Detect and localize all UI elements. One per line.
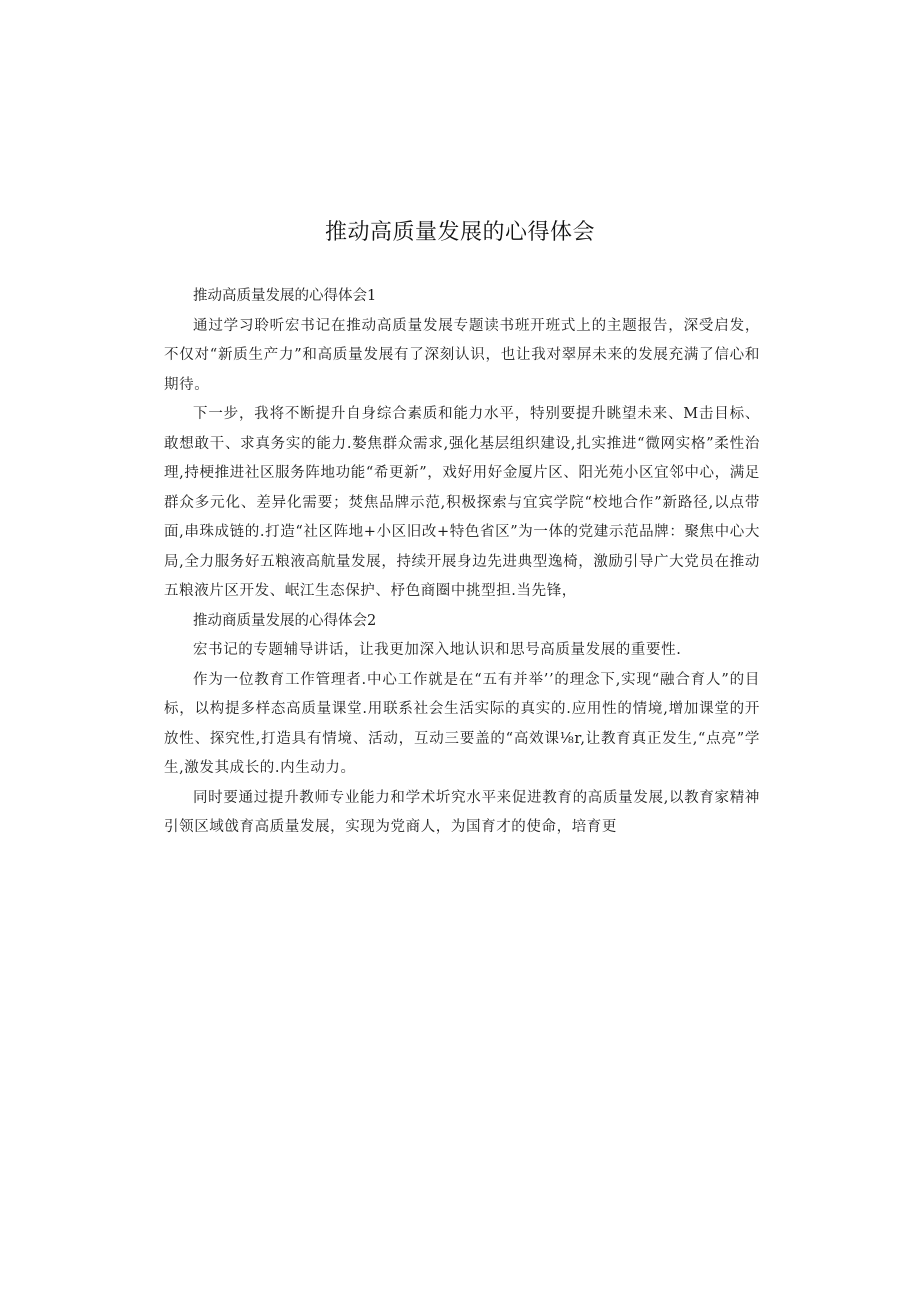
- document-title: 推动高质量发展的心得体会: [324, 220, 595, 245]
- section-1: [164, 282, 760, 607]
- section-heading: 推动商质量发展的心得体会2: [193, 612, 377, 629]
- paragraph: 宏书记的专题辅导讲话，让我更加深入地认识和思号高质量发展的重要性.: [193, 642, 682, 658]
- document-body: [164, 282, 760, 843]
- section-2: [164, 607, 760, 843]
- paragraph: 通过学习聆听宏书记在推动高质量发展专题读书班开班式上的主题报告，深受启发，不仅对“新质生产力”和高质量发展有了深刻认识，也让我对翠屏未来的发展充满了信心和期待。: [164, 317, 760, 393]
- paragraph: 同时要通过提升教师专业能力和学术圻究水平来促进教育的高质量发展,以教育家精神引领区域戗育高质量发展，实现为党商人，为国育才的使命，培育更: [164, 789, 760, 835]
- paragraph: 作为一位教育工作管理者.中心工作就是在“五有并举’’的理念下,实现“融合育人”的目标，以构提多样态高质量课堂.用联系社会生活实际的真实的.应用性的情境,增加课堂的开放性、探究性,打造具有情境、活动，互动三要盖的“高效课⅛r,让教育真正发生,“点亮”学生,激发其成长的.内生动力。: [164, 671, 760, 776]
- section-heading: 推动高质量发展的心得体会1: [193, 288, 377, 304]
- paragraph: 下一步，我将不断提升自身综合素质和能力水平，特别要提升眺望未来、M击目标、敢想敢干、求真务实的能力.嫯焦群众需求,强化基层组织建设,扎实推进“微网实格”柔性治理,持梗推进社区服务阵地功能“希更新”，戏好用好金厦片区、阳光苑小区宜邻中心，满足群众多元化、差异化需要；焚焦品牌示范,积极探索与宜宾学院“校地合作”新路径,以点带面,串珠成链的.打造“社区阵地+小区旧改+特色省区”为一体的党建示范品牌：聚焦中心大局,全力服务好五粮液高航量发展，持续开展身边先进典型逸椅，激励引导广大党员在推动五粮液片区开发、岷江生态保护、杼色商圈中挑型担.当先锋，: [164, 406, 760, 599]
